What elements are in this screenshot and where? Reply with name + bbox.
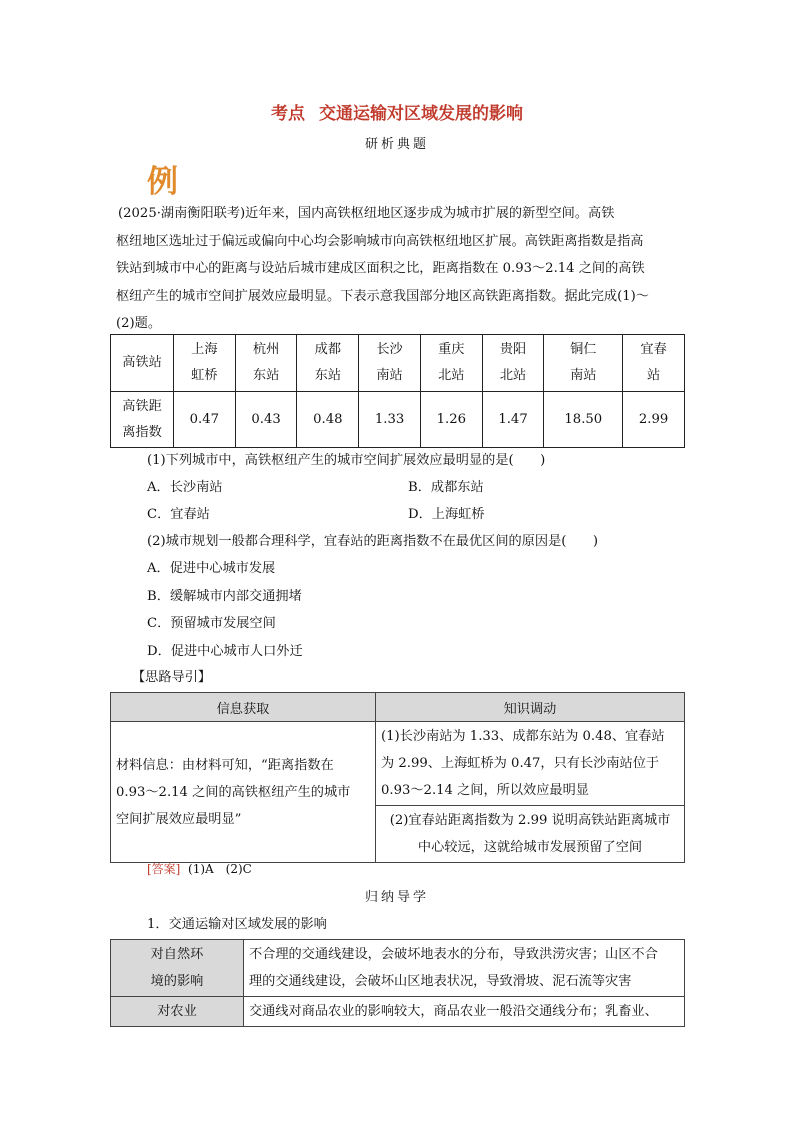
- intro-line: (2)题。: [116, 316, 162, 331]
- intro-line: 枢纽产生的城市空间扩展效应最明显。下表示意我国部分地区高铁距离指数。据此完成(1)～: [116, 288, 649, 304]
- info-cell: 材料信息：由材料可知，“距离指数在 0.93～2.14 之间的高铁枢纽产生的城市 空间扩展效应最明显”: [111, 722, 376, 863]
- index-cell: 0.48: [297, 392, 359, 448]
- distance-index-table: [110, 334, 685, 448]
- table-row: [111, 940, 685, 997]
- table-header-row: [111, 693, 685, 722]
- question-2-option-a: A．促进中心城市发展: [147, 561, 276, 576]
- row-label: 对农业: [111, 997, 244, 1027]
- section-heading-summary: 归纳导学: [364, 890, 429, 905]
- station-cell: 成都 东站: [297, 335, 359, 392]
- row-content: 不合理的交通线建设，会破坏地表水的分布，导致洪涝灾害；山区不合 理的交通线建设，会破坏山区地表状况，导致滑坡、泥石流等灾害: [244, 940, 685, 997]
- question-2-option-b: B．缓解城市内部交通拥堵: [147, 589, 302, 604]
- question-1-option-b: B．成都东站: [408, 480, 484, 495]
- station-cell: 长沙 南站: [359, 335, 421, 392]
- table-row: [111, 392, 685, 448]
- intro-paragraph: [116, 200, 682, 338]
- table-row: [111, 335, 685, 392]
- topic-title: 交通运输对区域发展的影响: [319, 104, 523, 124]
- intro-line: (2025·湖南衡阳联考)近年来，国内高铁枢纽地区逐步成为城市扩展的新型空间。高铁: [118, 206, 615, 221]
- index-cell: 2.99: [623, 392, 685, 448]
- example-label: 例: [147, 164, 178, 200]
- question-1-stem: (1)下列城市中，高铁枢纽产生的城市空间扩展效应最明显的是( ): [147, 453, 546, 468]
- subheading: 1．交通运输对区域发展的影响: [147, 917, 327, 932]
- index-cell: 0.43: [235, 392, 297, 448]
- table-row: [111, 997, 685, 1027]
- index-cell: 1.47: [482, 392, 544, 448]
- intro-line: 铁站到城市中心的距离与设站后城市建成区面积之比，距离指数在 0.93～2.14 之间的高铁: [116, 261, 645, 276]
- section-heading-study: 研析典题: [364, 137, 429, 152]
- row-header: 高铁站: [111, 335, 174, 392]
- question-1-option-d: D．上海虹桥: [408, 507, 485, 522]
- station-cell: 杭州 东站: [235, 335, 297, 392]
- table-row: [111, 722, 685, 806]
- knowledge-cell: (2)宜春站距离指数为 2.99 说明高铁站距离城市 中心较远，这就给城市发展预留了空间: [376, 806, 685, 863]
- row-header: 高铁距 离指数: [111, 392, 174, 448]
- question-2-option-c: C．预留城市发展空间: [147, 616, 276, 631]
- topic-label: 考点: [271, 104, 305, 124]
- header-cell: 知识调动: [376, 693, 685, 722]
- index-cell: 1.26: [420, 392, 482, 448]
- guide-heading: 【思路导引】: [132, 670, 212, 685]
- question-1-option-a: A．长沙南站: [147, 480, 223, 495]
- header-cell: 信息获取: [111, 693, 376, 722]
- answer-text: (1)A (2)C: [188, 862, 252, 876]
- question-1-option-c: C．宜春站: [147, 507, 210, 522]
- question-2-option-d: D．促进中心城市人口外迁: [147, 644, 303, 659]
- station-cell: 上海 虹桥: [174, 335, 236, 392]
- station-cell: 铜仁 南站: [544, 335, 623, 392]
- page-title: [0, 99, 794, 124]
- station-cell: 重庆 北站: [420, 335, 482, 392]
- knowledge-cell: (1)长沙南站为 1.33、成都东站为 0.48、宜春站 为 2.99、上海虹桥为 0.47，只有长沙南站位于 0.93～2.14 之间，所以效应最明显: [376, 722, 685, 806]
- answer-line: [147, 860, 252, 877]
- guide-table: [110, 692, 685, 863]
- impact-table: [110, 939, 685, 1027]
- row-content: 交通线对商品农业的影响较大，商品农业一般沿交通线分布；乳畜业、: [244, 997, 685, 1027]
- intro-line: 枢纽地区选址过于偏远或偏向中心均会影响城市向高铁枢纽地区扩展。高铁距离指数是指高: [116, 233, 644, 249]
- answer-label: [答案]: [147, 862, 181, 876]
- index-cell: 0.47: [174, 392, 236, 448]
- row-label: 对自然环 境的影响: [111, 940, 244, 997]
- station-cell: 宜春 站: [623, 335, 685, 392]
- question-2-stem: (2)城市规划一般都合理科学，宜春站的距离指数不在最优区间的原因是( ): [147, 534, 598, 549]
- index-cell: 18.50: [544, 392, 623, 448]
- station-cell: 贵阳 北站: [482, 335, 544, 392]
- index-cell: 1.33: [359, 392, 421, 448]
